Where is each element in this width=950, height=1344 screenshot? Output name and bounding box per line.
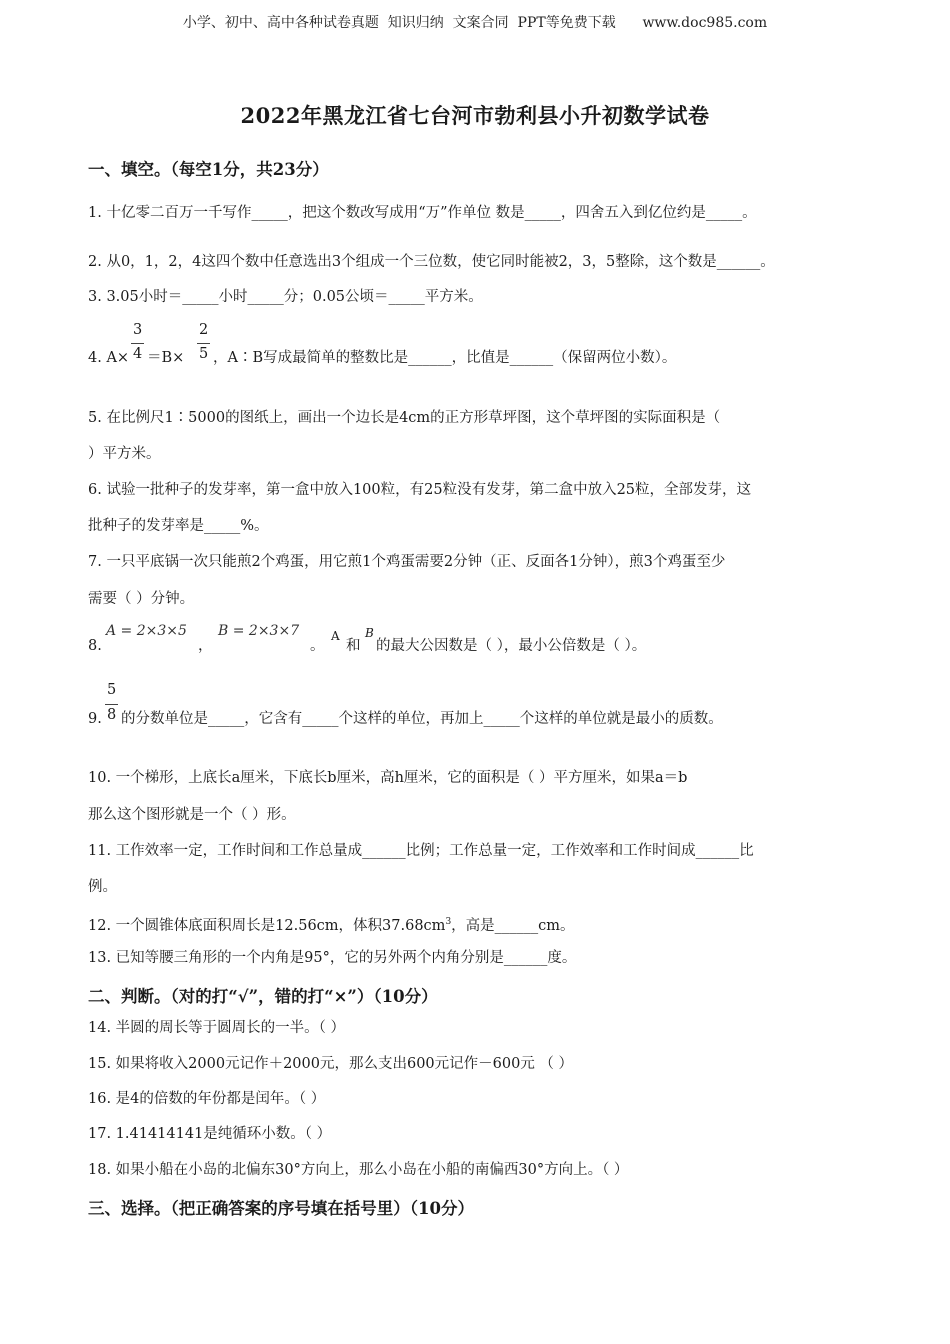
question-17: 17. 1.41414141是纯循环小数。（ ） [88, 1126, 332, 1142]
question-12 [88, 912, 575, 936]
question-3: 3. 3.05小时＝_____小时_____分；0.05公顷＝_____平方米。 [88, 289, 483, 305]
question-8-stop: 。 [310, 638, 325, 654]
fraction-2-denominator: 5 [199, 346, 209, 362]
question-4-suffix: ，A∶B写成最简单的整数比是______，比值是______（保留两位小数）。 [213, 350, 677, 366]
question-2: 2. 从0，1，2，4这四个数中任意选出3个组成一个三位数，使它同时能被2，3，5整除，这个数是______。 [88, 254, 775, 270]
fraction-2-bar [197, 343, 210, 344]
question-14: 14. 半圆的周长等于圆周长的一半。（ ） [88, 1020, 346, 1036]
section-heading-fill-in: 一、填空。（每空1分，共23分） [88, 160, 329, 179]
question-9-number: 9. [88, 711, 102, 727]
equation-a: A = 2×3×5 [106, 623, 187, 639]
section-heading-true-false: 二、判断。（对的打“√”，错的打“×”）（10分） [88, 987, 438, 1006]
question-8-and: 和 [346, 638, 361, 654]
question-4-mid: ＝B× [147, 350, 185, 366]
fraction-1-bar [131, 343, 144, 344]
question-12-text: 12. 一个圆锥体底面积周长是12.56cm，体积37.68cm [88, 917, 446, 934]
question-10-line-2: 那么这个图形就是一个（ ）形。 [88, 807, 296, 823]
question-13: 13. 已知等腰三角形的一个内角是95°，它的另外两个内角分别是______度。 [88, 950, 577, 966]
question-16: 16. 是4的倍数的年份都是闰年。（ ） [88, 1091, 326, 1107]
question-1: 1. 十亿零二百万一千写作_____，把这个数改写成用“万”作单位 数是_____，四舍五入到亿位约是_____。 [88, 205, 757, 221]
question-8-number: 8. [88, 638, 102, 654]
question-10-line-1: 10. 一个梯形，上底长a厘米，下底长b厘米，高h厘米，它的面积是（ ）平方厘米，如果a＝b [88, 770, 688, 786]
question-12-tail: ，高是______cm。 [451, 917, 575, 934]
fraction-1-denominator: 4 [133, 346, 143, 362]
question-7-line-1: 7. 一只平底锅一次只能煎2个鸡蛋，用它煎1个鸡蛋需要2分钟（正、反面各1分钟），煎3个鸡蛋至少 [88, 554, 726, 570]
question-12-superscript: 3 [445, 917, 452, 927]
question-18: 18. 如果小船在小岛的北偏东30°方向上，那么小岛在小船的南偏西30°方向上。（ ） [88, 1162, 629, 1178]
question-6-line-1: 6. 试验一批种子的发芽率，第一盒中放入100粒，有25粒没有发芽，第二盒中放入25粒，全部发芽，这 [88, 482, 752, 498]
fraction-3-denominator: 8 [107, 707, 117, 723]
page-title: 2022年黑龙江省七台河市勃利县小升初数学试卷 [240, 103, 710, 128]
section-heading-multiple-choice: 三、选择。（把正确答案的序号填在括号里）（10分） [88, 1199, 474, 1218]
question-9-suffix: 的分数单位是_____，它含有_____个这样的单位，再加上_____个这样的单位就是最小的质数。 [121, 711, 723, 727]
fraction-3-numerator: 5 [107, 682, 117, 698]
question-5-line-2: ）平方米。 [88, 446, 161, 462]
question-6-line-2: 批种子的发芽率是_____%。 [88, 518, 269, 534]
question-11-line-2: 例。 [88, 879, 117, 895]
question-8-suffix: 的最大公因数是（ ），最小公倍数是（ ）。 [376, 638, 647, 654]
fraction-2-numerator: 2 [199, 322, 209, 338]
question-8-comma: ， [198, 638, 213, 654]
equation-b: B = 2×3×7 [218, 623, 300, 639]
variable-a: A [331, 629, 340, 643]
page-header: 小学、初中、高中各种试卷真题 知识归纳 文案合同 PPT等免费下载 www.doc985.com [182, 15, 768, 31]
question-4-prefix: 4. A× [88, 350, 130, 366]
fraction-1-numerator: 3 [133, 322, 143, 338]
question-5-line-1: 5. 在比例尺1∶5000的图纸上，画出一个边长是4cm的正方形草坪图，这个草坪图的实际面积是（ [88, 410, 721, 426]
variable-b: B [365, 626, 374, 640]
question-11-line-1: 11. 工作效率一定，工作时间和工作总量成______比例；工作总量一定，工作效率和工作时间成______比 [88, 843, 754, 859]
fraction-3-bar [105, 704, 118, 705]
question-15: 15. 如果将收入2000元记作＋2000元，那么支出600元记作－600元 （ ） [88, 1056, 574, 1072]
question-7-line-2: 需要（ ）分钟。 [88, 591, 195, 607]
